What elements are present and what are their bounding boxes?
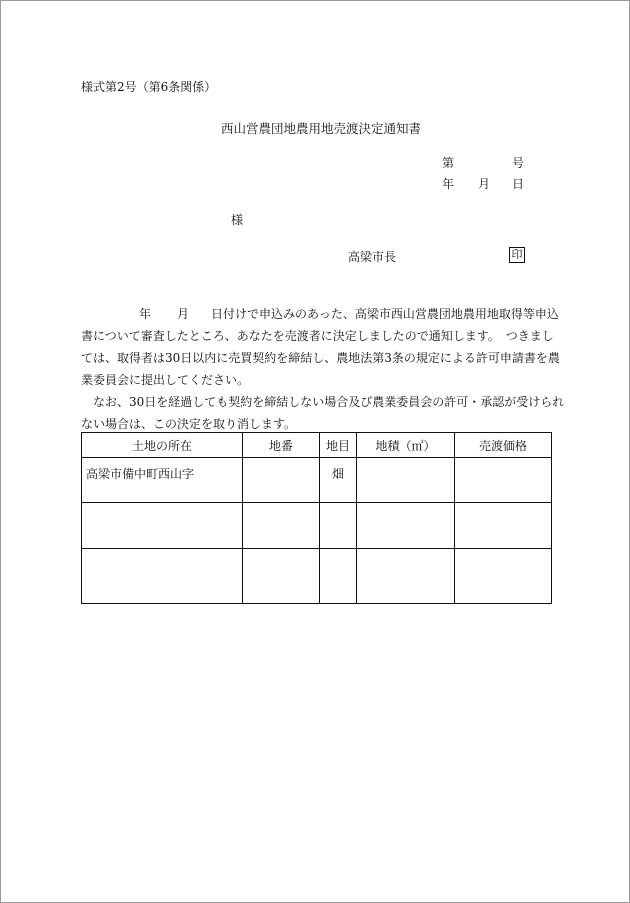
header-lot-number: 地番 xyxy=(243,433,320,458)
cell-area xyxy=(357,458,455,503)
body-line-2: 書について審査したところ、あなたを売渡者に決定しましたので通知します。 つきまし xyxy=(81,329,554,343)
date-month: 月 xyxy=(478,177,491,191)
issuer-name: 高梁市長 xyxy=(348,250,397,264)
header-location: 土地の所在 xyxy=(82,433,243,458)
date-year: 年 xyxy=(442,177,455,191)
table-row xyxy=(82,503,552,549)
cell-land-category xyxy=(320,549,357,604)
body-year: 年 xyxy=(139,307,152,321)
cell-price xyxy=(455,549,552,604)
document-number-line xyxy=(442,155,524,171)
body-line-1-text: 日付けで申込みのあった、高梁市西山営農団地農用地取得等申込 xyxy=(211,307,559,321)
cell-location xyxy=(82,549,243,604)
cell-price xyxy=(455,503,552,549)
cell-price xyxy=(455,458,552,503)
document-date-line xyxy=(442,176,524,192)
cell-location: 高梁市備中町西山字 xyxy=(82,458,243,503)
cell-land-category: 畑 xyxy=(320,458,357,503)
header-price: 売渡価格 xyxy=(455,433,552,458)
cell-location xyxy=(82,503,243,549)
cell-lot-number xyxy=(243,458,320,503)
document-title: 西山営農団地農用地売渡決定通知書 xyxy=(221,121,422,136)
notice-body xyxy=(81,303,565,435)
cell-area xyxy=(357,503,455,549)
land-table xyxy=(81,432,552,604)
body-line-5 xyxy=(81,391,565,413)
cell-land-category xyxy=(320,503,357,549)
body-month: 月 xyxy=(177,307,190,321)
table-row xyxy=(82,458,552,503)
addressee: 様 xyxy=(231,213,244,227)
body-line-6: ない場合は、この決定を取り消します。 xyxy=(81,417,297,431)
cell-lot-number xyxy=(243,549,320,604)
body-line-3: ては、取得者は30日以内に売買契約を締結し、農地法第3条の規定による許可申請書を農 xyxy=(81,351,560,365)
body-line-5-text: なお、30日を経過しても契約を締結しない場合及び農業委員会の許可・承認が受けられ xyxy=(93,395,565,409)
seal-mark: 印 xyxy=(509,247,525,263)
table-row xyxy=(82,549,552,604)
cell-area xyxy=(357,549,455,604)
number-prefix: 第 xyxy=(442,156,455,170)
form-number: 様式第2号（第6条関係） xyxy=(81,80,217,94)
table-header-row xyxy=(82,433,552,458)
body-line-1 xyxy=(81,303,559,325)
date-day: 日 xyxy=(512,177,525,191)
cell-lot-number xyxy=(243,503,320,549)
body-line-4: 業委員会に提出してください。 xyxy=(81,373,250,387)
header-land-category: 地目 xyxy=(320,433,357,458)
number-suffix: 号 xyxy=(512,156,525,170)
header-area: 地積（㎡） xyxy=(357,433,455,458)
